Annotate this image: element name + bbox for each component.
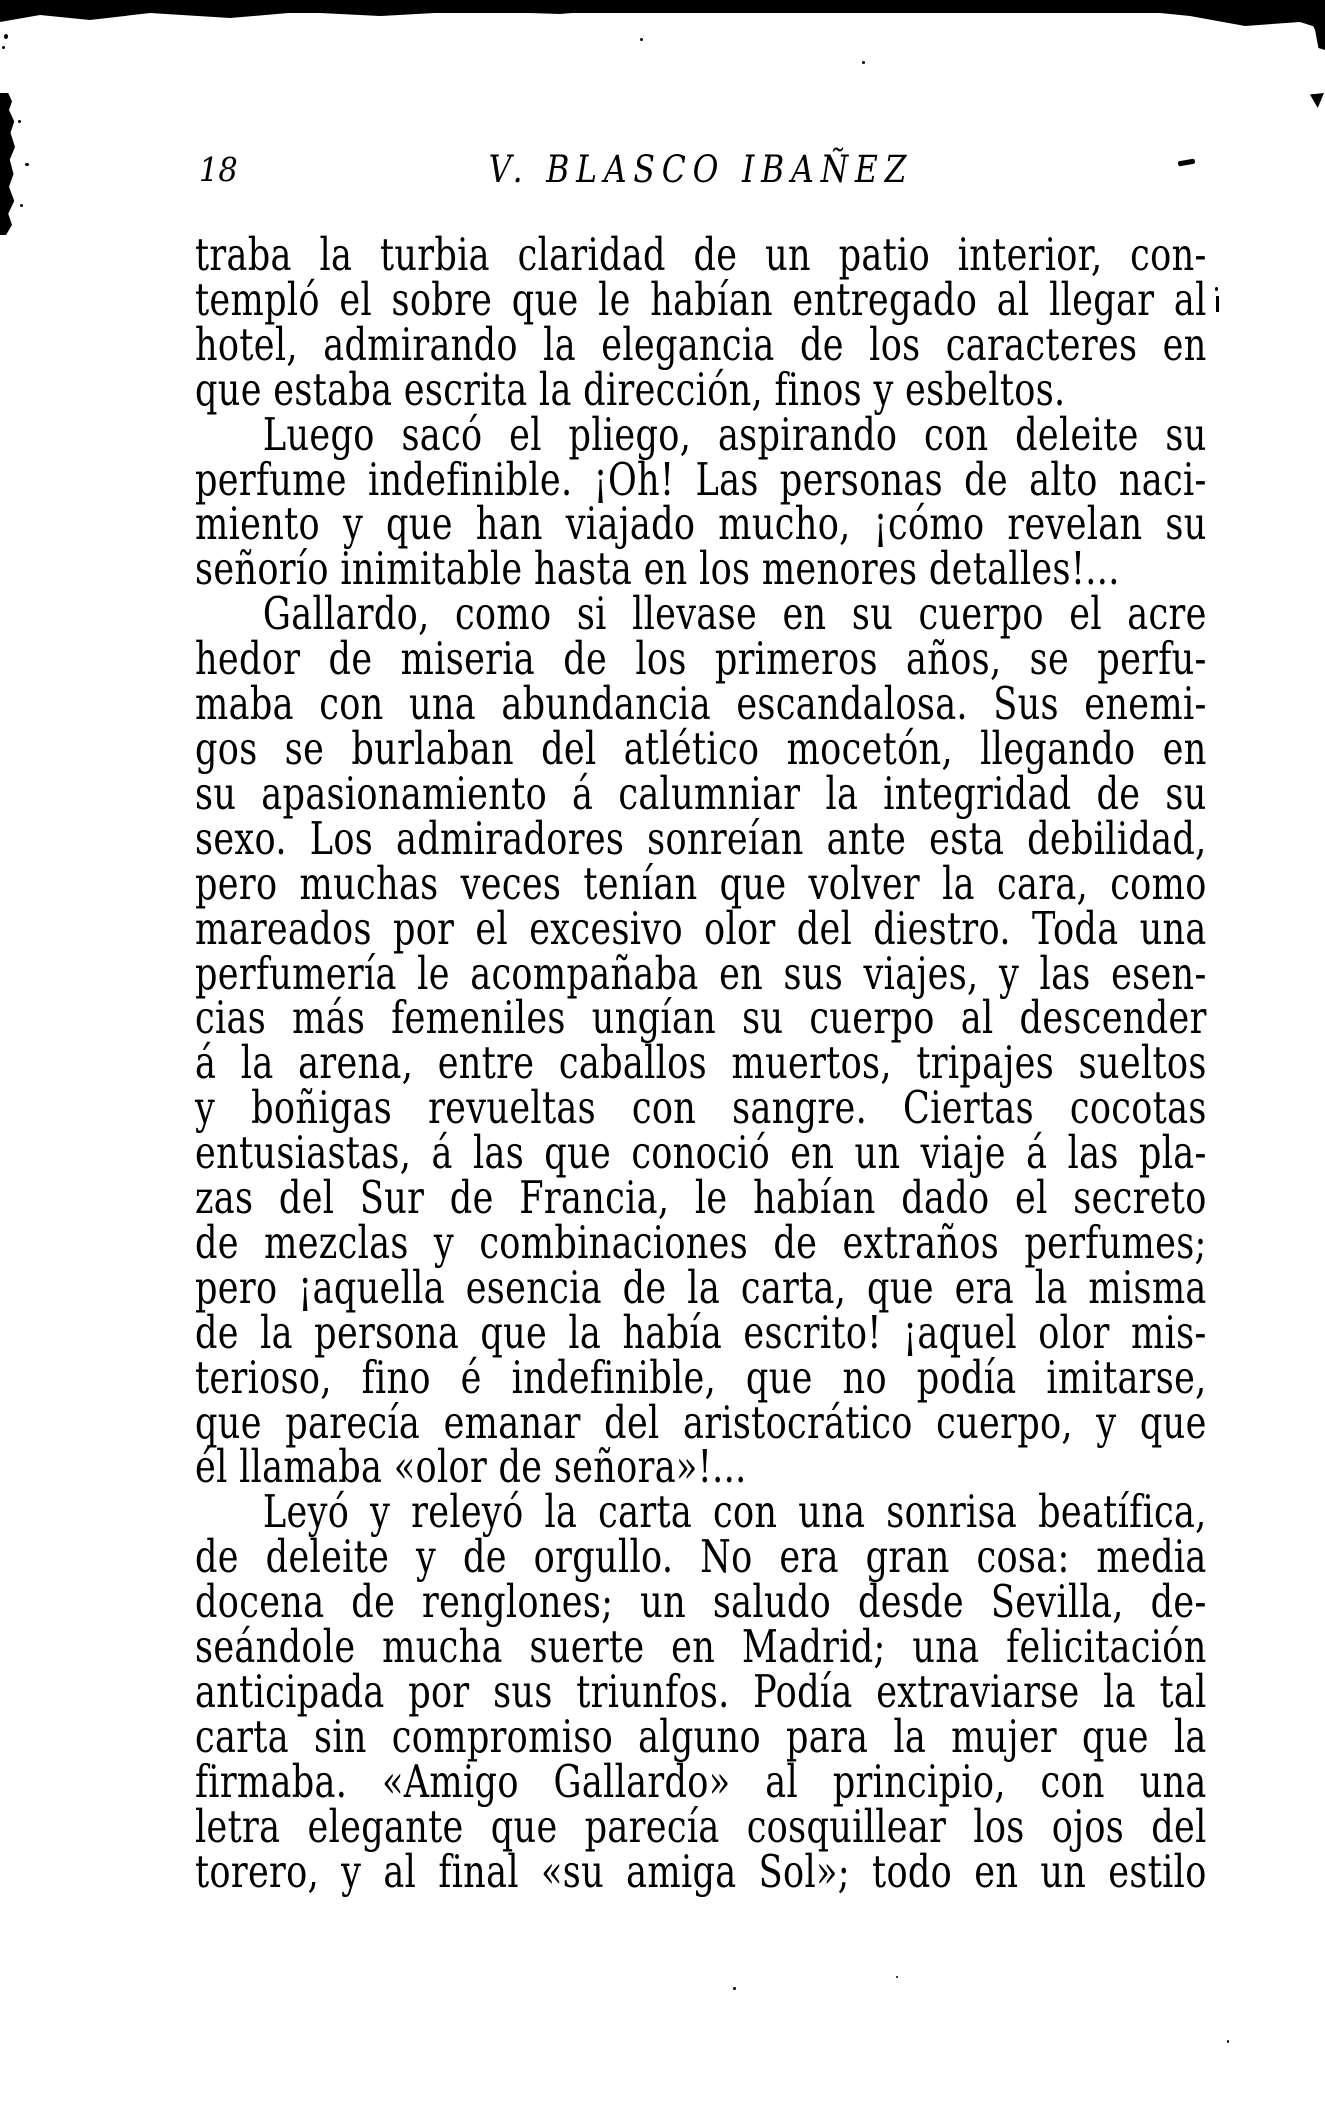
text-line: mareados por el excesivo olor del diestro. Toda una <box>195 901 1207 955</box>
running-head-title: V. BLASCO IBAÑEZ <box>488 148 914 191</box>
text-line: cias más femeniles ungían su cuerpo al descender <box>195 991 1207 1045</box>
scan-speck <box>1227 2040 1229 2043</box>
text-line: docena de renglones; un saludo desde Sevilla, de- <box>195 1575 1207 1629</box>
page-body-text <box>195 228 1207 1898</box>
scan-speck <box>896 1976 898 1978</box>
text-line: entusiastas, á las que conoció en un viaje á las pla- <box>195 1126 1207 1180</box>
scan-artifact-right-tick <box>1310 93 1324 108</box>
text-line: zas del Sur de Francia, le habían dado el secreto <box>195 1171 1207 1225</box>
text-line: templó el sobre que le habían entregado al llegar al <box>195 272 1207 326</box>
text-line: Luego sacó el pliego, aspirando con deleite su <box>262 407 1207 461</box>
text-line: hotel, admirando la elegancia de los caracteres en <box>195 317 1207 371</box>
text-line: á la arena, entre caballos muertos, tripajes sueltos <box>195 1036 1207 1090</box>
text-line: hedor de miseria de los primeros años, se perfu- <box>195 632 1207 686</box>
text-line: pero muchas veces tenían que volver la cara, como <box>195 856 1207 910</box>
text-line: que estaba escrita la dirección, finos y esbeltos. <box>195 362 1066 416</box>
text-line: señorío inimitable hasta en los menores detalles!... <box>195 542 1120 596</box>
text-line: Leyó y releyó la carta con una sonrisa beatífica, <box>262 1485 1207 1539</box>
text-line: de la persona que la había escrito! ¡aquel olor mis- <box>195 1305 1207 1359</box>
text-line: letra elegante que parecía cosquillear los ojos del <box>195 1799 1207 1853</box>
text-line: carta sin compromiso alguno para la mujer que la <box>195 1709 1207 1763</box>
scan-speck <box>18 120 21 123</box>
text-line: torero, y al final «su amiga Sol»; todo en un estilo <box>195 1844 1207 1898</box>
text-line: de deleite y de orgullo. No era gran cosa: media <box>195 1530 1207 1584</box>
text-line: su apasionamiento á calumniar la integridad de su <box>195 766 1207 820</box>
scan-speck <box>640 38 643 41</box>
text-line: perfumería le acompañaba en sus viajes, y las esen- <box>195 946 1207 1000</box>
text-line: gos se burlaban del atlético mocetón, llegando en <box>195 721 1207 775</box>
scan-artifact-top-bar-ragged <box>0 0 620 22</box>
scan-speck <box>862 61 865 64</box>
scan-artifact-dot-speck <box>1215 287 1218 291</box>
page-number: 18 <box>199 150 238 189</box>
text-line: traba la turbia claridad de un patio interior, con- <box>195 228 1207 281</box>
text-line: Gallardo, como si llevase en su cuerpo el acre <box>262 587 1207 641</box>
scan-speck <box>2 46 5 49</box>
text-line: y boñigas revueltas con sangre. Ciertas cocotas <box>195 1081 1207 1135</box>
scan-artifact-top-bar-right <box>1150 0 1325 30</box>
scan-speck <box>4 34 8 39</box>
text-line: perfume indefinible. ¡Oh! Las personas de alto naci- <box>195 452 1207 506</box>
running-head <box>195 150 1207 190</box>
text-line: anticipada por sus triunfos. Podía extraviarse la tal <box>195 1665 1207 1718</box>
text-line: de mezclas y combinaciones de extraños perfumes; <box>195 1215 1207 1269</box>
text-line: pero ¡aquella esencia de la carta, que era la misma <box>195 1260 1207 1314</box>
text-line: maba con una abundancia escandalosa. Sus enemi- <box>195 677 1207 731</box>
scan-speck <box>25 163 29 166</box>
text-line: terioso, fino é indefinible, que no podía imitarse, <box>195 1350 1207 1404</box>
scan-artifact-left-edge-blob <box>0 93 15 235</box>
text-line: miento y que han viajado mucho, ¡cómo revelan su <box>195 497 1207 551</box>
text-line: él llamaba «olor de señora»!... <box>195 1440 747 1494</box>
text-line: que parecía emanar del aristocrático cuerpo, y que <box>195 1395 1207 1449</box>
text-line: firmaba. «Amigo Gallardo» al principio, con una <box>195 1754 1207 1808</box>
text-line: seándole mucha suerte en Madrid; una felicitación <box>195 1620 1207 1674</box>
text-line: sexo. Los admiradores sonreían ante esta debilidad, <box>195 811 1207 865</box>
scan-artifact-stem-speck <box>1216 296 1219 312</box>
scan-speck <box>733 1987 736 1990</box>
scan-speck <box>20 204 23 207</box>
